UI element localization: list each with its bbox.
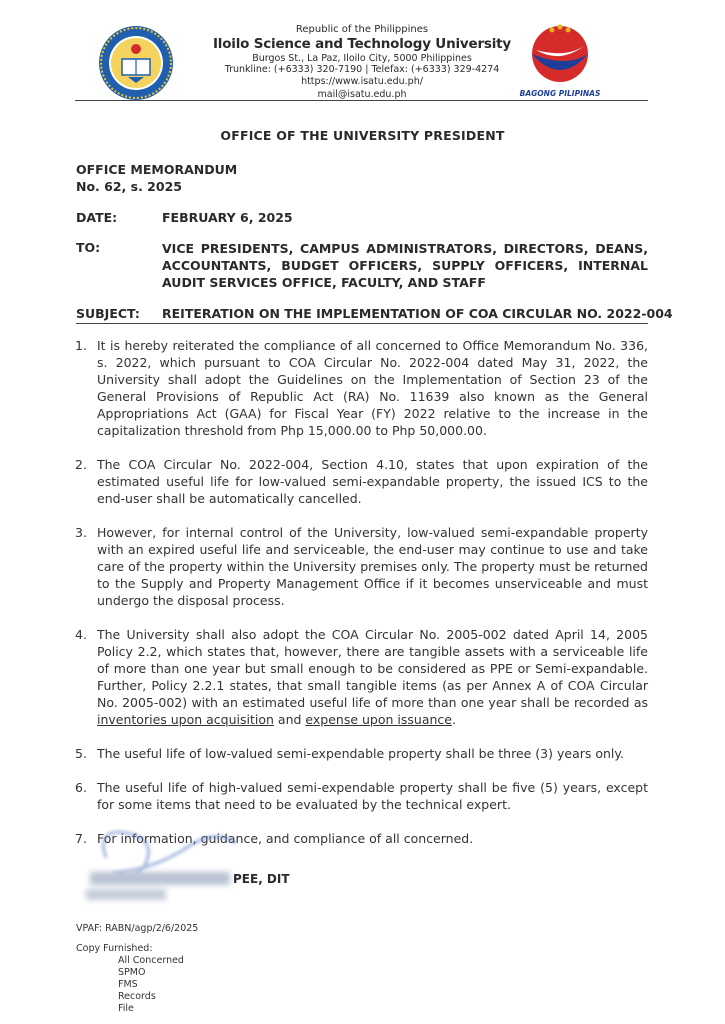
list-item bbox=[75, 456, 648, 507]
item-number: 1. bbox=[75, 338, 87, 353]
to-label: TO: bbox=[76, 240, 101, 255]
memo-title: OFFICE MEMORANDUM bbox=[76, 162, 238, 177]
reference-code: VPAF: RABN/agp/2/6/2025 bbox=[76, 923, 199, 934]
office-title: OFFICE OF THE UNIVERSITY PRESIDENT bbox=[220, 128, 505, 143]
list-item bbox=[75, 779, 648, 813]
signatory-title-redacted bbox=[86, 889, 166, 900]
item-text: However, for internal control of the University, low-valued semi-expandable property with an expired useful life and serviceable, the end-user may continue to use and take care of the property within the University premises only. The property must be returned to the Supply and Property Management Office if it becomes unserviceable and must undergo the disposal process. bbox=[97, 525, 648, 608]
bagong-pilipinas-label: BAGONG PILIPINAS bbox=[519, 89, 601, 98]
university-seal-logo bbox=[98, 25, 174, 101]
phone-numbers: Trunkline: (+6333) 320-7190 | Telefax: (+6333) 329-4274 bbox=[224, 64, 500, 75]
item-text-part: and bbox=[273, 712, 306, 727]
list-item: File bbox=[118, 1003, 134, 1014]
university-name: Iloilo Science and Technology University bbox=[212, 36, 512, 52]
signatory-name-redacted bbox=[90, 872, 230, 885]
item-number: 6. bbox=[75, 780, 87, 795]
list-item: Records bbox=[118, 991, 156, 1002]
item-text: It is hereby reiterated the compliance of all concerned to Office Memorandum No. 336, s. 2022, which pursuant to COA Circular No. 2022-004 dated May 31, 2022, the University shall adopt the Guidelines on the Implementation of Section 23 of the General Provisions of Republic Act (RA) No. 11639 also known as the General Appropriations Act (GAA) for Fiscal Year (FY) 2022 relative to the increase in the capitalization threshold from Php 15,000.00 to Php 50,000.00. bbox=[97, 338, 648, 438]
date-label: DATE: bbox=[76, 210, 118, 225]
list-item bbox=[75, 745, 648, 762]
republic-line: Republic of the Philippines bbox=[295, 24, 429, 35]
item-text: For information, guidance, and compliance of all concerned. bbox=[97, 831, 474, 846]
list-item: All Concerned bbox=[118, 955, 184, 966]
subject-label: SUBJECT: bbox=[76, 306, 140, 321]
to-recipients: VICE PRESIDENTS, CAMPUS ADMINISTRATORS, DIRECTORS, DEANS, ACCOUNTANTS, BUDGET OFFICERS, SUPPLY OFFICERS, INTERNAL AUDIT SERVICES OFFICE, FACULTY, AND STAFF bbox=[162, 241, 648, 290]
item-number: 2. bbox=[75, 457, 87, 472]
inventories-link: inventories upon acquisition bbox=[97, 712, 274, 727]
university-address: Burgos St., La Paz, Iloilo City, 5000 Philippines bbox=[252, 53, 472, 64]
item-number: 4. bbox=[75, 627, 87, 642]
item-text-part: The University shall also adopt the COA Circular No. 2005-002 dated April 14, 2005 Policy 2.2, which states that, however, there are tangible assets with a serviceable life of more than one year but small enough to be considered as PPE or Semi-expandable. Further, Policy 2.2.1 states, that small tangible items (as per Annex A of COA Circular No. 2005-002) with an estimated useful life of more than one year shall be recorded as bbox=[97, 627, 648, 710]
memo-body bbox=[75, 337, 648, 864]
item-number: 7. bbox=[75, 831, 87, 846]
memo-number: No. 62, s. 2025 bbox=[76, 179, 182, 194]
email-link[interactable]: mail@isatu.edu.ph bbox=[317, 89, 407, 100]
item-text-part: . bbox=[451, 712, 456, 727]
item-number: 3. bbox=[75, 525, 87, 540]
item-text: The COA Circular No. 2022-004, Section 4.10, states that upon expiration of the estimated useful life for low-valued semi-expandable property, the issued ICS to the end-user shall be automatically cancelled. bbox=[97, 457, 648, 506]
subject-value: REITERATION ON THE IMPLEMENTATION OF COA CIRCULAR NO. 2022-004 bbox=[162, 306, 673, 321]
expense-link: expense upon issuance bbox=[305, 712, 452, 727]
signatory-suffix: PEE, DIT bbox=[233, 872, 290, 886]
item-text: The useful life of high-valued semi-expendable property shall be five (5) years, except for some items that need to be evaluated by the technical expert. bbox=[97, 780, 648, 812]
subject-divider bbox=[76, 323, 648, 324]
list-item bbox=[75, 524, 648, 609]
item-number: 5. bbox=[75, 746, 87, 761]
item-text: The useful life of low-valued semi-expendable property shall be three (3) years only. bbox=[97, 746, 624, 761]
item-text bbox=[97, 626, 648, 728]
header-divider bbox=[75, 100, 648, 101]
list-item: FMS bbox=[118, 979, 138, 990]
date-value: FEBRUARY 6, 2025 bbox=[162, 210, 293, 225]
list-item bbox=[75, 626, 648, 728]
website-link[interactable]: https://www.isatu.edu.ph/ bbox=[301, 76, 423, 87]
copy-furnished-label: Copy Furnished: bbox=[76, 943, 153, 954]
bagong-pilipinas-logo bbox=[526, 24, 594, 90]
list-item bbox=[75, 337, 648, 439]
copy-furnished-list bbox=[118, 955, 184, 1015]
list-item: SPMO bbox=[118, 967, 146, 978]
